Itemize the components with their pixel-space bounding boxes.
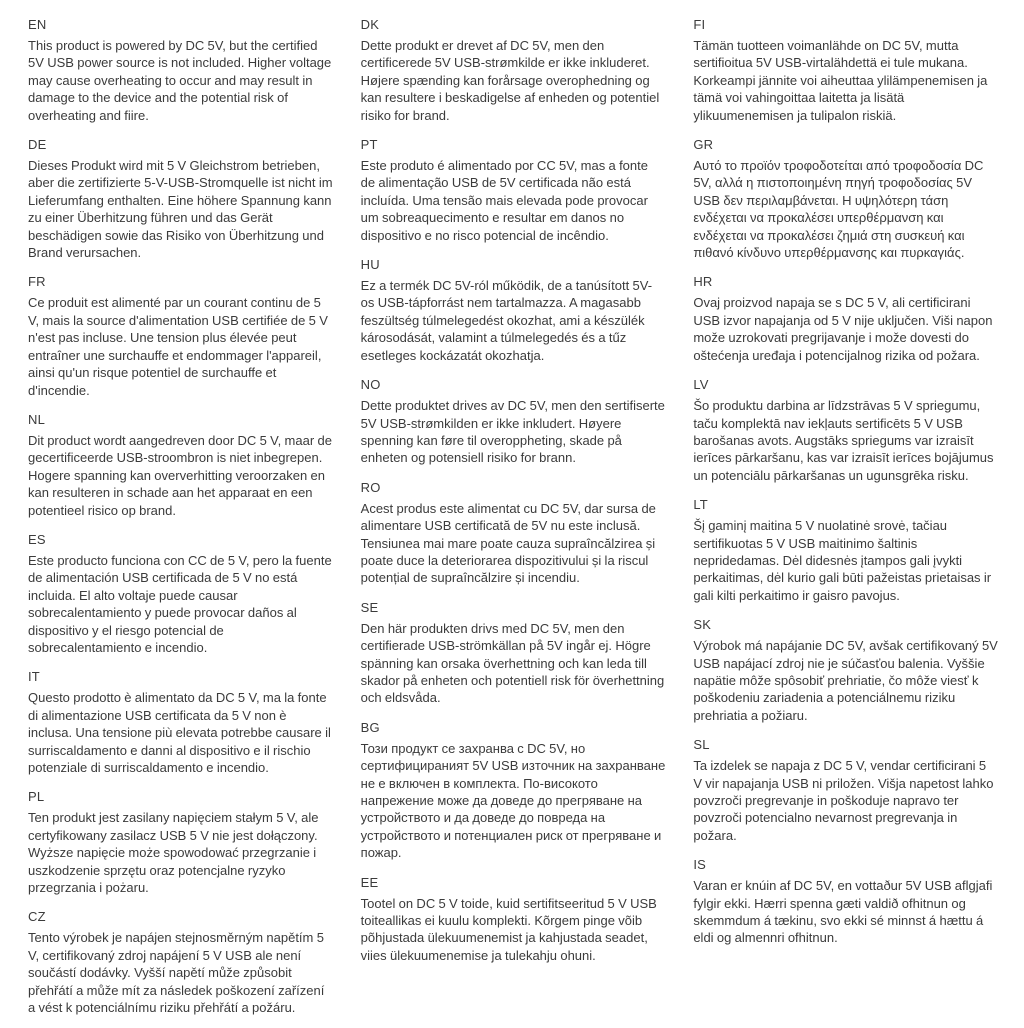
- language-code: NL: [28, 411, 46, 427]
- language-section-se: [361, 599, 666, 707]
- language-code: FR: [28, 274, 46, 290]
- language-section-fi: [693, 16, 998, 124]
- column-left: [28, 16, 333, 1028]
- language-code: SE: [360, 599, 379, 615]
- language-section-it: [28, 668, 333, 776]
- language-code: EN: [28, 17, 47, 32]
- language-text: This product is powered by DC 5V, but the certified 5V USB power source is not included. Higher voltage may cause overheating to occur and may result in damage to the device and the potential risk of overheating and fiire.: [28, 38, 332, 123]
- language-text: Dette produktet drives av DC 5V, men den sertifiserte 5V USB-strømkilden er ikke inkludert. Høyere spenning kan føre til overoppheting, skade på enheten og potensiell risiko for brann.: [360, 398, 665, 466]
- language-code: RO: [360, 479, 381, 495]
- language-text: Questo prodotto è alimentato da DC 5 V, ma la fonte di alimentazione USB certificata da 5 V non è inclusa. Una tensione più elevata potrebbe causare il surriscaldamento e danni al dispositivo e il rischio potenziale di surriscaldamento e incendio.: [28, 690, 331, 775]
- language-text: Αυτό το προϊόν τροφοδοτείται από τροφοδοσία DC 5V, αλλά η πιστοποιημένη πηγή τροφοδοσίας 5V USB δεν περιλαμβάνεται. Η υψηλότερη τάση ενδέχεται να προκαλέσει υπερθέρμανση και ενδέχεται να προκαλέσει ζημιά στη συσκευή και πιθανό κίνδυνο υπερθέρμανσης και πυρκαγιάς.: [693, 158, 984, 261]
- language-section-dk: [361, 16, 666, 124]
- language-text: Šo produktu darbina ar līdzstrāvas 5 V spriegumu, taču komplektā nav iekļauts sertificēts 5 V USB barošanas avots. Augstāks spriegums var izraisīt ierīces pārkaršanu, kas var izraisīt ierīces bojājumus un potenciālu pārkaršanas un ugunsgrēka risku.: [693, 398, 994, 483]
- language-section-lt: [693, 496, 998, 604]
- language-code: DE: [28, 137, 47, 153]
- language-code: HR: [693, 274, 713, 290]
- language-code: NO: [360, 377, 381, 393]
- language-text: Dit product wordt aangedreven door DC 5 V, maar de gecertificeerde USB-stroombron is niet inbegrepen. Hogere spanning kan oververhitting veroorzaken en kan resulteren in schade aan het apparaat en een potentieel risico op brand.: [28, 432, 332, 518]
- language-text: Výrobok má napájanie DC 5V, avšak certifikovaný 5V USB napájací zdroj nie je súčasťou balenia. Vyššie napätie môže spôsobiť prehriatie, čo môže viesť k poškodeniu zariadenia a potenciálnemu riziku prehriatia a požiaru.: [693, 638, 998, 723]
- language-code: SK: [693, 617, 712, 633]
- language-text: Dette produkt er drevet af DC 5V, men den certificerede 5V USB-strømkilde er ikke inkluderet. Højere spænding kan forårsage overophedning og kan resultere i beskadigelse af enheden og potentiel risiko for brand.: [360, 38, 660, 123]
- language-section-nl: [28, 411, 333, 519]
- language-text: Varan er knúin af DC 5V, en vottaður 5V USB aflgjafi fylgir ekki. Hærri spenna gæti valdið ofhitnun og skemmdum á tækinu, svo ekki sé minnst á hættu á eldi og almennri ofhitnun.: [693, 878, 993, 946]
- language-section-hr: [693, 273, 998, 364]
- column-right: [693, 16, 998, 959]
- language-text: Este producto funciona con CC de 5 V, pero la fuente de alimentación USB certificada de 5 V no está incluida. El alto voltaje puede causar sobrecalentamiento y puede provocar daños al dispositivo y el riesgo potencial de sobrecalentamiento e incendio.: [28, 552, 332, 655]
- language-section-pt: [361, 136, 666, 244]
- language-text: Ta izdelek se napaja z DC 5 V, vendar certificirani 5 V vir napajanja USB ni priložen. Višja napetost lahko povzroči pregrevanje in poškoduje napravo ter povzroči potencialno nevarnost pregrevanja in požara.: [693, 758, 994, 843]
- language-code: FI: [693, 17, 706, 32]
- language-text: Acest produs este alimentat cu DC 5V, dar sursa de alimentare USB certificată de 5V nu este inclusă. Tensiunea mai mare poate cauza supraîncălzirea și poate duce la deteriorarea dispozitivului și la riscul potențial de supraîncălzire și incendiu.: [360, 500, 656, 586]
- language-section-de: [28, 136, 333, 261]
- language-section-sk: [693, 616, 998, 724]
- language-text: Tämän tuotteen voimanlähde on DC 5V, mutta sertifioitua 5V USB-virtalähdettä ei tule mukana. Korkeampi jännite voi aiheuttaa ylilämpenemisen ja tämä voi vahingoittaa laitetta ja lisätä ylikuumenemisen ja tulipalon riskiä.: [693, 38, 988, 123]
- language-section-sl: [693, 736, 998, 844]
- language-text: Този продукт се захранва с DC 5V, но сертифицираният 5V USB източник на захранване не е включен в комплекта. По-високото напрежение може да доведе до прегряване на устройството и да доведе до повреда на устройството и потенциален риск от прегряване и пожар.: [360, 740, 666, 861]
- column-middle: [361, 16, 666, 976]
- language-code: SL: [693, 737, 710, 753]
- language-text: Ten produkt jest zasilany napięciem stałym 5 V, ale certyfikowany zasilacz USB 5 V nie jest dołączony. Wyższe napięcie może spowodować przegrzanie i uszkodzenie sprzętu oraz potencjalne ryzyko przegrzania i pożaru.: [28, 810, 319, 896]
- language-section-en: [28, 16, 333, 124]
- language-section-ee: [361, 874, 666, 965]
- language-code: IS: [693, 857, 707, 873]
- language-code: EE: [360, 874, 379, 890]
- language-section-fr: [28, 273, 333, 398]
- language-section-lv: [693, 376, 998, 484]
- language-section-bg: [361, 719, 666, 862]
- language-text: Dieses Produkt wird mit 5 V Gleichstrom betrieben, aber die zertifizierte 5-V-USB-Stromquelle ist nicht im Lieferumfang enthalten. Eine höhere Spannung kann zu einer Überhitzung führen und das Gerät beschädigen sowie das Risiko von Überhitzung und Brand verursachen.: [28, 158, 333, 261]
- language-section-es: [28, 531, 333, 656]
- language-text: Tento výrobek je napájen stejnosměrným napětím 5 V, certifikovaný zdroj napájení 5 V USB ale není součástí dodávky. Vyšší napětí může způsobit přehřátí a může mít za následek poškození zařízení a vést k potenciálnímu riziku přehřátí a požáru.: [28, 930, 325, 1016]
- language-code: LV: [693, 377, 709, 393]
- language-section-cz: [28, 908, 333, 1016]
- language-code: DK: [360, 17, 380, 32]
- language-section-gr: [693, 136, 998, 261]
- language-text: Este produto é alimentado por CC 5V, mas a fonte de alimentação USB de 5V certificada não está incluída. Uma tensão mais elevada pode provocar um sobreaquecimento e resultar em danos no dispositivo e no risco potencial de incêndio.: [360, 158, 648, 243]
- language-text: Ez a termék DC 5V-ról működik, de a tanúsított 5V-os USB-tápforrást nem tartalmazza. A magasabb feszültség túlmelegedést okozhat, ami a készülék károsodását, valamint a túlmelegedés és a tűz esetleges kockázatát okozhatja.: [360, 278, 653, 363]
- language-code: PT: [360, 137, 378, 153]
- language-code: LT: [693, 497, 708, 513]
- language-code: GR: [693, 137, 714, 153]
- language-section-ro: [361, 479, 666, 587]
- language-code: ES: [28, 531, 46, 547]
- language-section-is: [693, 856, 998, 947]
- language-section-pl: [28, 788, 333, 896]
- language-code: BG: [360, 719, 380, 735]
- language-section-hu: [361, 256, 666, 364]
- language-text: Ce produit est alimenté par un courant continu de 5 V, mais la source d'alimentation USB certifiée de 5 V n'est pas incluse. Une tension plus élevée peut entraîner une surchauffe et endommager l'appareil, ainsi qu'un risque potentiel de surchauffe et d'incendie.: [28, 295, 328, 398]
- language-text: Tootel on DC 5 V toide, kuid sertifitseeritud 5 V USB toiteallikas ei kuulu komplekti. Kõrgem pinge võib põhjustada ülekuumenemist ja kahjustada seadet, viies ülekuumenemise ja tulekahju ohuni.: [360, 895, 657, 963]
- language-text: Den här produkten drivs med DC 5V, men den certifierade USB-strömkällan på 5V ingår ej. Högre spänning kan orsaka överhettning och kan leda till skador på enheten och potentiell risk för överhettning och eldsvåda.: [360, 620, 665, 706]
- language-code: CZ: [28, 909, 46, 925]
- language-code: PL: [28, 789, 45, 805]
- language-section-no: [361, 376, 666, 467]
- language-text: Šį gaminį maitina 5 V nuolatinė srovė, tačiau sertifikuotas 5 V USB maitinimo šaltinis nepridedamas. Dėl didesnės įtampos gali įvykti perkaitimas, dėl kurio gali būti pažeistas prietaisas ir gali kilti perkaitimo ir gaisro pavojus.: [693, 518, 992, 603]
- language-text: Ovaj proizvod napaja se s DC 5 V, ali certificirani USB izvor napajanja od 5 V nije uključen. Viši napon može uzrokovati pregrijavanje i može dovesti do oštećenja uređaja i potencijalnog rizika od požara.: [693, 295, 993, 363]
- language-code: IT: [28, 669, 40, 685]
- language-code: HU: [360, 257, 380, 273]
